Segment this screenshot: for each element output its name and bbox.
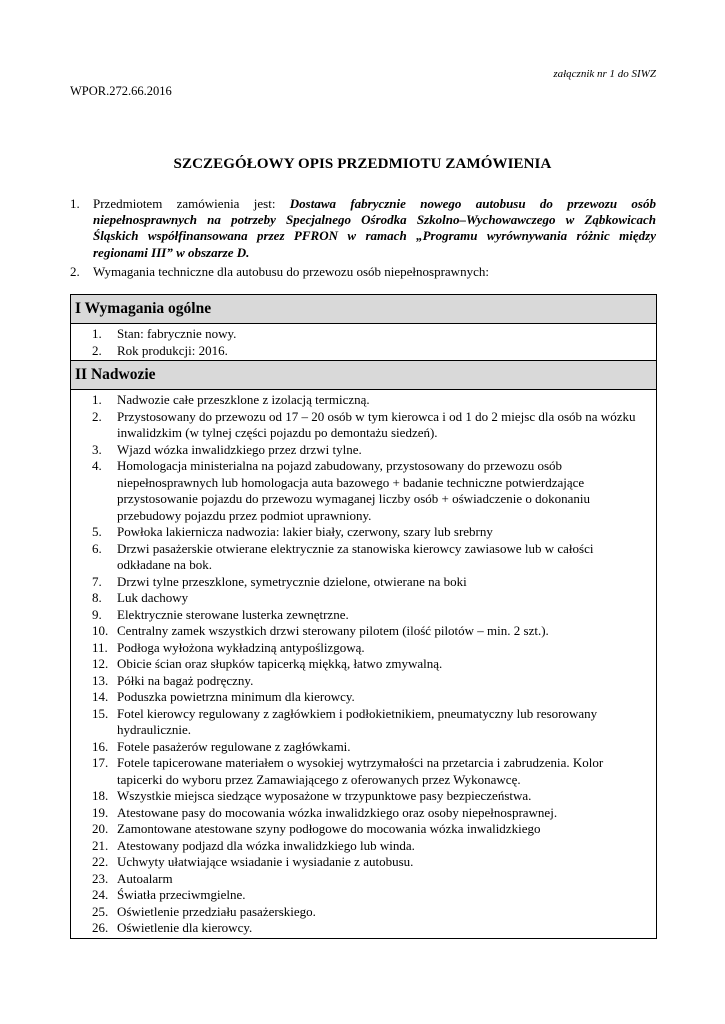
list-item-number: 16. <box>92 738 109 754</box>
list-item <box>71 590 656 607</box>
list-item-number: 6. <box>92 540 102 556</box>
list-item <box>71 854 656 871</box>
list-item <box>71 442 656 459</box>
intro-list <box>70 196 656 283</box>
list-item-text: Fotel kierowcy regulowany z zagłówkiem i podłokietnikiem, pneumatyczny lub resorowany hydraulicznie. <box>117 705 598 737</box>
intro-item-text <box>93 196 656 261</box>
intro-item-number: 2. <box>70 263 80 279</box>
list-item-number: 15. <box>92 705 109 721</box>
list-item-number: 1. <box>92 392 102 407</box>
list-item <box>71 640 656 657</box>
list-item <box>71 838 656 855</box>
list-item <box>71 392 656 409</box>
list-item-number: 5. <box>92 524 102 539</box>
list-item-text: Światła przeciwmgielne. <box>117 887 246 902</box>
list-item-text: Podłoga wyłożona wykładziną antypoślizgową. <box>117 639 365 655</box>
list-item-text: Oświetlenie przedziału pasażerskiego. <box>117 903 316 919</box>
list-item-number: 13. <box>92 672 109 688</box>
list-item-number: 25. <box>92 903 109 919</box>
list-item-text: Elektrycznie sterowane lusterka zewnętrzne. <box>117 606 349 622</box>
intro-item-lead: Wymagania techniczne dla autobusu do przewozu osób niepełnosprawnych: <box>93 263 489 279</box>
intro-item-number: 1. <box>70 196 80 211</box>
list-item <box>71 689 656 706</box>
section-heading: II Nadwozie <box>71 361 656 390</box>
list-item-text: Oświetlenie dla kierowcy. <box>117 920 253 935</box>
list-item <box>71 326 656 343</box>
list-item <box>71 524 656 541</box>
list-item-text: Obicie ścian oraz słupków tapicerką miękką, łatwo zmywalną. <box>117 656 443 671</box>
list-item-text: Drzwi pasażerskie otwierane elektrycznie za stanowiska kierowcy zawiasowe lub w całości odkładane na bok. <box>117 540 594 572</box>
intro-item-2 <box>70 264 656 280</box>
list-item-text: Stan: fabrycznie nowy. <box>117 326 237 341</box>
list-item <box>71 343 656 360</box>
list-item-number: 7. <box>92 573 102 589</box>
list-item-number: 22. <box>92 854 109 869</box>
list-item-text: Homologacja ministerialna na pojazd zabudowany, przystosowany do przewozu osób niepełnosprawnych lub homologacja auta bazowego + badanie techniczne potwierdzające przystosowanie pojazdu do przewozu wymaganej liczby osób + oświadczenie o dokonaniu przebudowy pojazdu przez podmiot uprawniony. <box>117 458 591 523</box>
list-item-text: Wszystkie miejsca siedzące wyposażone w trzypunktowe pasy bezpieczeństwa. <box>117 788 532 803</box>
list-item <box>71 656 656 673</box>
document-reference: WPOR.272.66.2016 <box>70 84 172 98</box>
list-item-text: Półki na bagaż podręczny. <box>117 672 254 688</box>
list-item <box>71 755 656 788</box>
list-item <box>71 904 656 921</box>
list-item-text: Uchwyty ułatwiające wsiadanie i wysiadanie z autobusu. <box>117 854 414 869</box>
list-item-number: 21. <box>92 837 109 853</box>
list-item <box>71 920 656 937</box>
list-item-text: Drzwi tylne przeszklone, symetrycznie dzielone, otwierane na boki <box>117 573 467 589</box>
list-item-text: Zamontowane atestowane szyny podłogowe do mocowania wózka inwalidzkiego <box>117 821 541 836</box>
list-item-number: 24. <box>92 887 109 902</box>
list-item-text: Atestowany podjazd dla wózka inwalidzkiego lub winda. <box>117 837 415 853</box>
list-item-number: 10. <box>92 623 109 638</box>
list-item <box>71 821 656 838</box>
list-item-number: 20. <box>92 821 109 836</box>
list-item <box>71 607 656 624</box>
list-item-text: Wjazd wózka inwalidzkiego przez drzwi tylne. <box>117 441 362 457</box>
list-item-text: Centralny zamek wszystkich drzwi sterowany pilotem (ilość pilotów – min. 2 szt.). <box>117 623 549 638</box>
section-heading: I Wymagania ogólne <box>71 295 656 324</box>
list-item-number: 26. <box>92 920 109 935</box>
list-item-text: Przystosowany do przewozu od 17 – 20 osób w tym kierowca i od 1 do 2 miejsc dla osób na wózku inwalidzkim (w tylnej części pojazdu po demontażu siedzeń). <box>117 408 636 440</box>
list-item <box>71 623 656 640</box>
list-item-number: 19. <box>92 804 109 820</box>
list-item-text: Fotele tapicerowane materiałem o wysokiej wytrzymałości na przetarcia i zabrudzenia. Kolor tapicerki do wyboru przez Zamawiającego z oferowanych przez Wykonawcę. <box>117 755 604 787</box>
list-item <box>71 805 656 822</box>
list-item-text: Nadwozie całe przeszklone z izolacją termiczną. <box>117 392 370 407</box>
list-item-number: 9. <box>92 606 102 622</box>
intro-item-emphasis: Dostawa fabrycznie nowego autobusu do przewozu osób niepełnosprawnych na potrzeby Specjalnego Ośrodka Szkolno–Wychowawczego w Ząbkowicach Śląskich współfinansowana przez PFRON w ramach „Programu wyrównywania różnic między regionami III” w obszarze D. <box>93 196 656 260</box>
list-item-number: 2. <box>92 408 102 424</box>
annex-label: załącznik nr 1 do SIWZ <box>553 68 656 80</box>
intro-item-lead: Przedmiotem zamówienia jest: <box>93 196 290 211</box>
page-title: SZCZEGÓŁOWY OPIS PRZEDMIOTU ZAMÓWIENIA <box>173 156 552 172</box>
list-item-number: 8. <box>92 590 102 605</box>
list-item <box>71 541 656 574</box>
list-item-text: Fotele pasażerów regulowane z zagłówkami. <box>117 738 351 754</box>
list-item-text: Atestowane pasy do mocowania wózka inwalidzkiego oraz osoby niepełnosprawnej. <box>117 804 558 820</box>
list-item <box>71 706 656 739</box>
section-items <box>71 324 656 361</box>
list-item-text: Rok produkcji: 2016. <box>117 342 228 358</box>
requirements-table <box>70 294 657 939</box>
list-item-text: Luk dachowy <box>117 590 189 605</box>
list-item-number: 12. <box>92 656 109 671</box>
list-item <box>71 574 656 591</box>
intro-item-text <box>93 264 656 280</box>
list-item <box>71 871 656 888</box>
list-item-number: 1. <box>92 326 102 341</box>
list-item-number: 18. <box>92 788 109 803</box>
list-item-number: 23. <box>92 870 109 886</box>
list-item-number: 3. <box>92 441 102 457</box>
section-items <box>71 390 656 938</box>
list-item <box>71 788 656 805</box>
list-item <box>71 739 656 756</box>
list-item-text: Poduszka powietrzna minimum dla kierowcy. <box>117 689 355 704</box>
list-item <box>71 673 656 690</box>
list-item <box>71 887 656 904</box>
list-item <box>71 409 656 442</box>
list-item-number: 11. <box>92 639 108 655</box>
list-item-number: 4. <box>92 458 102 473</box>
list-item-number: 17. <box>92 755 109 770</box>
intro-item-1 <box>70 196 656 261</box>
list-item <box>71 458 656 524</box>
list-item-number: 14. <box>92 689 109 704</box>
list-item-number: 2. <box>92 342 102 358</box>
list-item-text: Powłoka lakiernicza nadwozia: lakier biały, czerwony, szary lub srebrny <box>117 524 493 539</box>
list-item-text: Autoalarm <box>117 870 173 886</box>
